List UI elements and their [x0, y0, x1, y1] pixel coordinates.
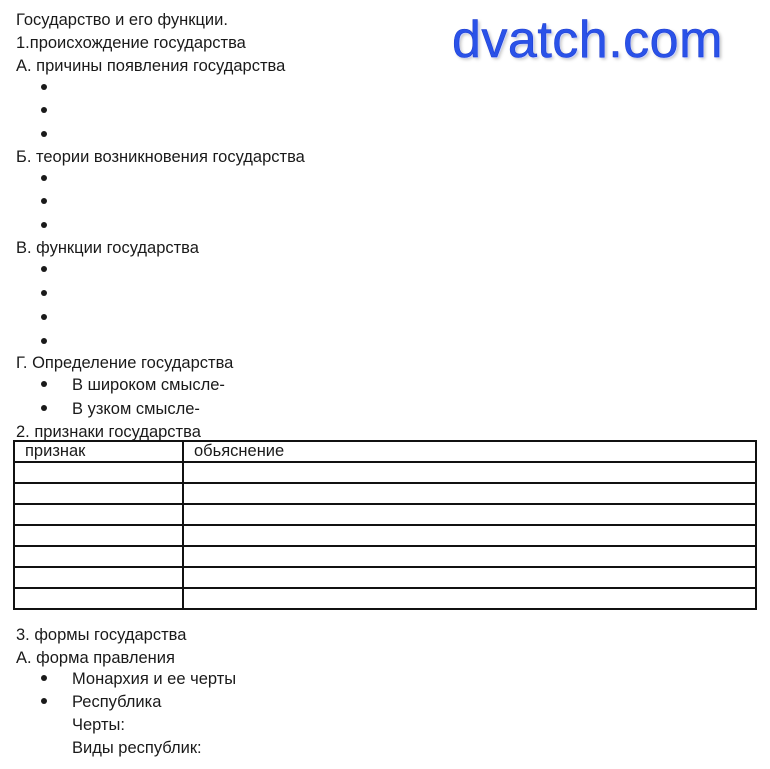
list-item: Республика: [72, 693, 162, 711]
bullet: [41, 405, 47, 411]
subsection-a-heading-forms: А. форма правления: [16, 649, 175, 667]
table-row: [14, 588, 756, 609]
table-row: [14, 483, 756, 504]
table-row: [14, 546, 756, 567]
bullet-empty: [41, 266, 47, 272]
table-row: [14, 504, 756, 525]
document-title: Государство и его функции.: [16, 11, 228, 29]
table-cell[interactable]: [183, 546, 756, 567]
table-header-row: [14, 441, 756, 462]
section-3-heading: 3. формы государства: [16, 626, 187, 644]
table-cell[interactable]: [183, 483, 756, 504]
column-header-explanation: обьяснение: [183, 441, 756, 462]
table-cell[interactable]: [14, 525, 183, 546]
bullet-empty: [41, 338, 47, 344]
column-header-sign: признак: [14, 441, 183, 462]
table-cell[interactable]: [14, 588, 183, 609]
watermark-logo: dvatch.com: [452, 11, 723, 69]
table-cell[interactable]: [14, 483, 183, 504]
table-cell[interactable]: [14, 462, 183, 483]
table-row: [14, 525, 756, 546]
table-cell[interactable]: [14, 504, 183, 525]
table-cell[interactable]: [14, 546, 183, 567]
bullet-empty: [41, 84, 47, 90]
bullet-empty: [41, 314, 47, 320]
subsection-b-heading: Б. теории возникновения государства: [16, 148, 305, 166]
bullet: [41, 381, 47, 387]
table-cell[interactable]: [183, 588, 756, 609]
signs-table: [13, 440, 757, 610]
section-1-heading: 1.происхождение государства: [16, 34, 246, 52]
bullet-empty: [41, 222, 47, 228]
list-item: В широком смысле-: [72, 376, 225, 394]
bullet-empty: [41, 175, 47, 181]
table-cell[interactable]: [183, 525, 756, 546]
list-item: Монархия и ее черты: [72, 670, 237, 688]
table-cell[interactable]: [14, 567, 183, 588]
bullet-empty: [41, 290, 47, 296]
table-cell[interactable]: [183, 462, 756, 483]
table-cell[interactable]: [183, 567, 756, 588]
bullet-empty: [41, 198, 47, 204]
table-cell[interactable]: [183, 504, 756, 525]
subsection-v-heading: В. функции государства: [16, 239, 199, 257]
table-row: [14, 567, 756, 588]
section-2-heading: 2. признаки государства: [16, 423, 201, 441]
table-row: [14, 462, 756, 483]
bullet-empty: [41, 131, 47, 137]
bullet: [41, 675, 47, 681]
subsection-a-heading: А. причины появления государства: [16, 57, 286, 75]
sub-label-features: Черты:: [72, 716, 125, 734]
subsection-g-heading: Г. Определение государства: [16, 354, 234, 372]
bullet-empty: [41, 107, 47, 113]
sub-label-republic-types: Виды республик:: [72, 739, 202, 757]
bullet: [41, 698, 47, 704]
list-item: В узком смысле-: [72, 400, 200, 418]
